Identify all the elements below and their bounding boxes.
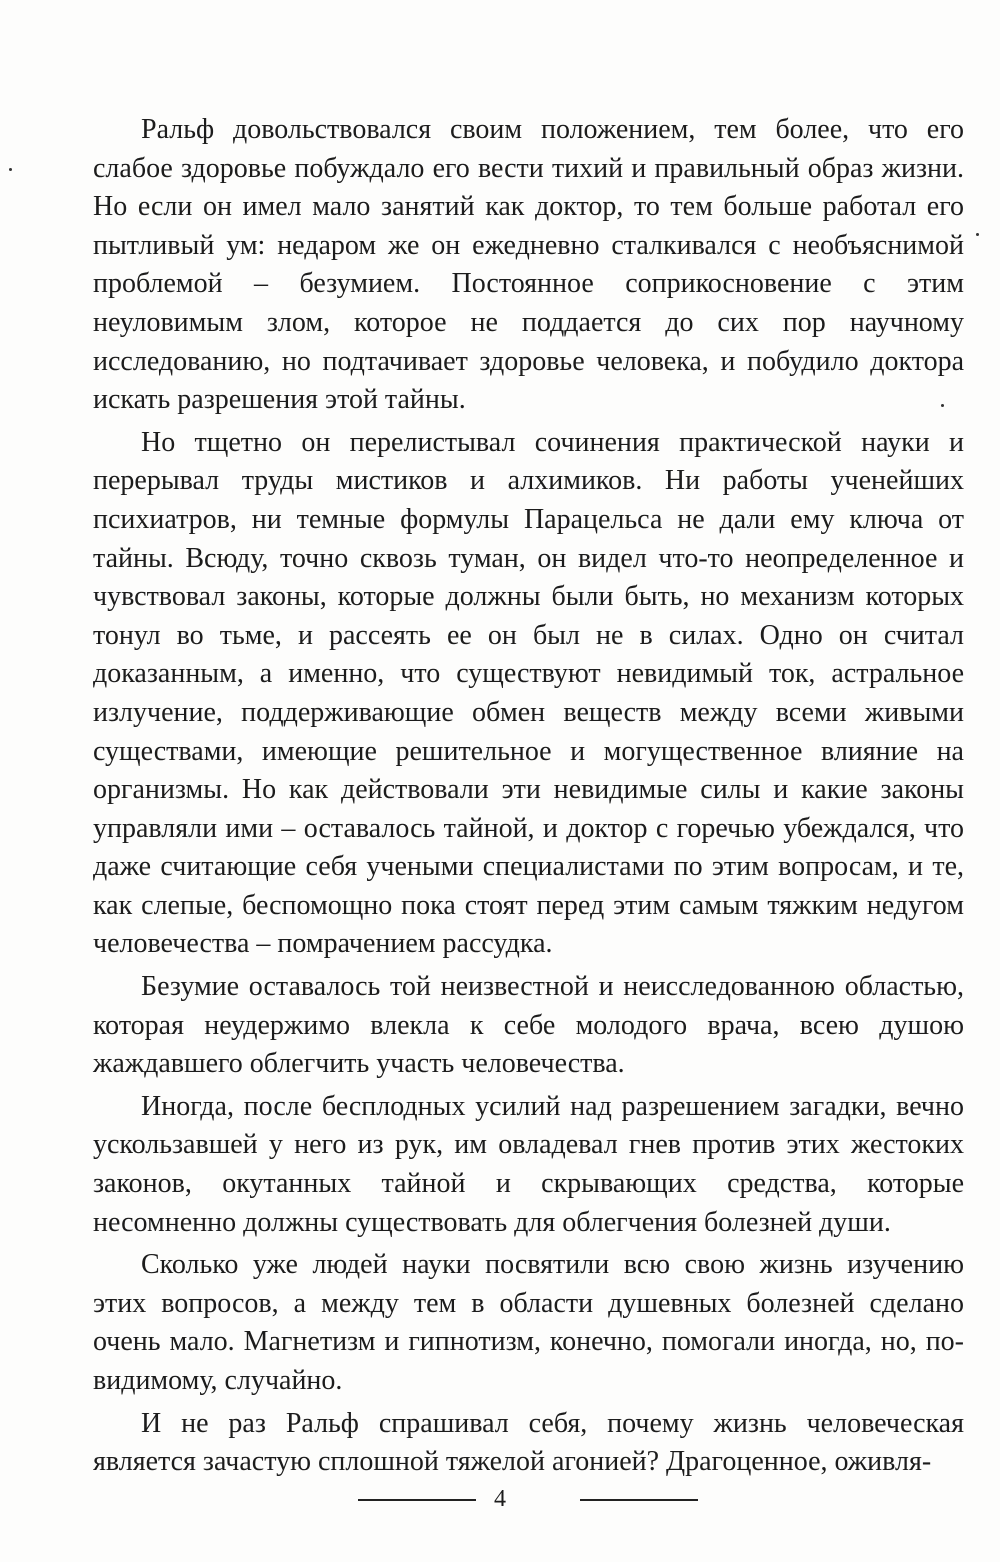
footer-rule-left (358, 1499, 476, 1501)
paragraph-1: Ральф довольствовался своим положением, тем более, что его слабое здоровье побуждало его вести тихий и правильный образ жизни. Но если он имел мало занятий как доктор, то тем больше работал его пытливый ум: недаром же он ежедневно сталкивался с необъяснимой проблемой – безумием. Постоянное соприкосновение с этим неуловимым злом, которое не поддается до сих пор научному исследованию, но подтачивает здоровье человека, и побудило доктора искать разрешения этой тайны. (93, 114, 964, 416)
footer-rule-right (580, 1499, 698, 1501)
page-number: 4 (494, 1486, 506, 1512)
scan-speck (9, 168, 12, 171)
paragraph-6: И не раз Ральф спрашивал себя, почему жизнь человеческая является зачастую сплошной тяжелой агонией? Драгоценное, оживля- (93, 1407, 964, 1478)
paragraph-3: Безумие оставалось той неизвестной и неисследованною областью, которая неудержимо влекла к себе молодого врача, всею душою жаждавшего облегчить участь человечества. (93, 971, 964, 1080)
paragraph-2: Но тщетно он перелистывал сочинения практической науки и перерывал труды мистиков и алхимиков. Ни работы ученейших психиатров, ни темные формулы Парацельса не дали ему ключа от тайны. Всюду, точно сквозь туман, он видел что-то неопределенное и чувствовал законы, которые должны были быть, но механизм которых тонул во тьме, и рассеять ее он был не в силах. Одно он считал доказанным, а именно, что существуют невидимый ток, астральное излучение, поддерживающие обмен веществ между всеми живыми существами, имеющие решительное и могущественное влияние на организмы. Но как действовали эти невидимые силы и какие законы управляли ими – оставалось тайной, и доктор с горечью убеждался, что даже считающие себя учеными специалистами по этим вопросам, и те, как слепые, беспомощно пока стоят перед этим самым тяжким недугом человечества – помрачением рассудка. (93, 426, 964, 960)
paragraph-4: Иногда, после бесплодных усилий над разрешением загадки, вечно ускользавшей у него из рук, им овладевал гнев против этих жестоких законов, окутанных тайной и скрывающих средства, которые несомненно должны существовать для облегчения болезней души. (93, 1090, 964, 1238)
page-footer (0, 1483, 1000, 1523)
body-text (93, 111, 964, 1486)
paragraph-5: Сколько уже людей науки посвятили всю свою жизнь изучению этих вопросов, а между тем в области душевных болезней сделано очень мало. Магнетизм и гипнотизм, конечно, помогали иногда, но, по-видимому, случайно. (93, 1249, 964, 1396)
scan-speck (976, 233, 979, 236)
